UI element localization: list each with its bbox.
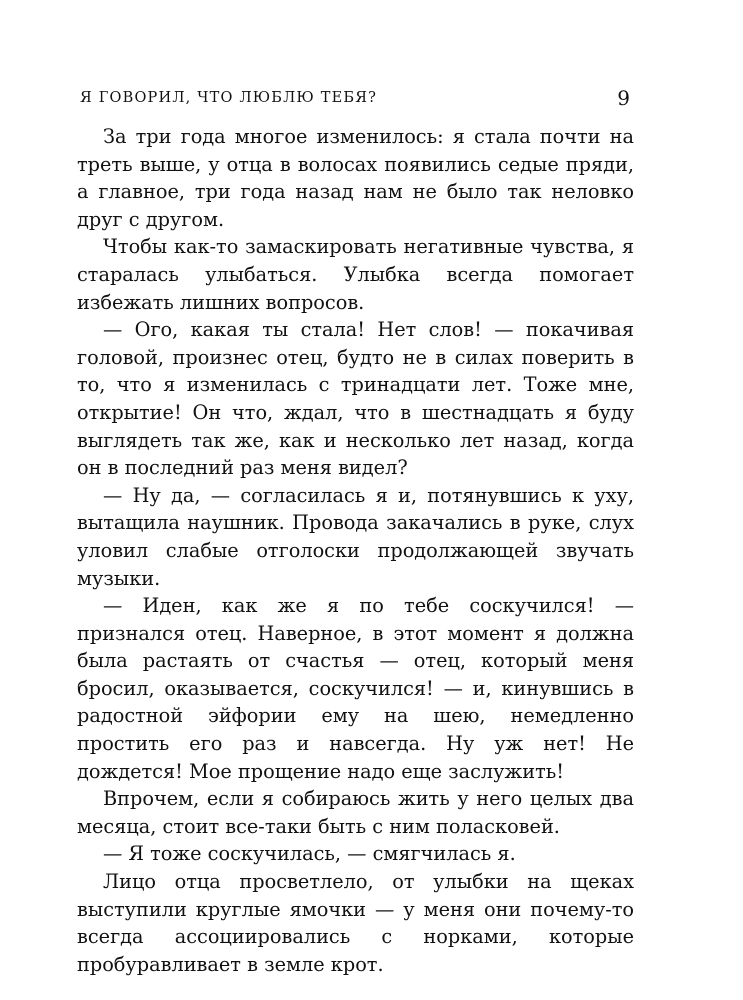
paragraph: Лицо отца просветлело, от улыбки на щеках выступили круглые ямочки — у меня они почему-то всегда ассоциировались с норками, которые пробуравливает в земле крот. xyxy=(77,870,634,976)
paragraph: — Ого, какая ты стала! Нет слов! — покачивая головой, произнес отец, будто не в силах поверить в то, что я изменилась с тринадцати лет. Тоже мне, открытие! Он что, ждал, что в шестнадцать я буду выглядеть так же, как и несколько лет назад, когда он в последний раз меня видел? xyxy=(77,318,634,480)
body-text xyxy=(77,123,634,978)
paragraph: — Ну да, — согласилась я и, потянувшись к уху, вытащила наушник. Провода закачались в руке, слух уловил слабые отголоски продолжающей звучать музыки. xyxy=(77,483,634,590)
paragraph: — Иден, как же я по тебе соскучился! — признался отец. Наверное, в этот момент я должна была растаять от счастья — отец, который меня бросил, оказывается, соскучился! — и, кинувшись в радостной эйфории ему на шею, немедленно простить его раз и навсегда. Ну уж нет! Не дождется! Мое прощение надо еще заслужить! xyxy=(77,594,634,783)
running-header xyxy=(80,88,630,112)
paragraph: За три года многое изменилось: я стала почти на треть выше, у отца в волосах появились седые пряди, а главное, три года назад нам не было так неловко друг с другом. xyxy=(77,125,634,231)
running-title: Я ГОВОРИЛ, ЧТО ЛЮБЛЮ ТЕБЯ? xyxy=(80,90,378,106)
paragraph: Чтобы как-то замаскировать негативные чувства, я старалась улыбаться. Улыбка всегда помогает избежать лишних вопросов. xyxy=(77,235,634,314)
page-number: 9 xyxy=(617,86,630,110)
paragraph: — Я тоже соскучилась, — смягчилась я. xyxy=(103,842,516,866)
paragraph: Впрочем, если я собираюсь жить у него целых два месяца, стоит все-таки быть с ним поласковей. xyxy=(77,787,634,838)
